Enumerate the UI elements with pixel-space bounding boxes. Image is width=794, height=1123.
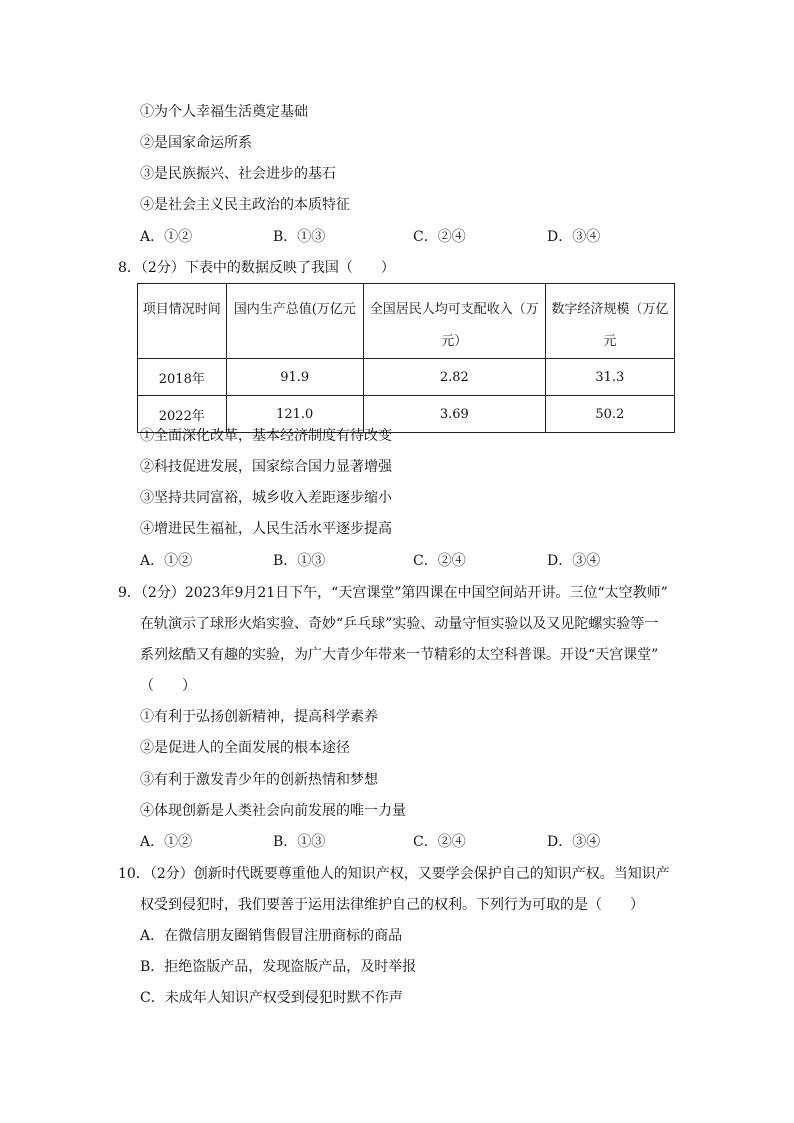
q10-stem-line-2: 权受到侵犯时，我们要善于运用法律维护自己的权利。下列行为可取的是（ ） <box>140 897 644 913</box>
q9-statement-1: ①有利于弘扬创新精神，提高科学素养 <box>140 709 378 725</box>
header-income-line2: 元） <box>441 334 468 349</box>
q8-option-d[interactable]: D．③④ <box>547 553 601 569</box>
header-digital-line1: 数字经济规模（万亿 <box>551 302 669 317</box>
q7-statement-2: ②是国家命运所系 <box>140 135 252 151</box>
q9-stem-line-4: （ ） <box>140 678 196 694</box>
q8-statement-2: ②科技促进发展，国家综合国力显著增强 <box>140 459 392 475</box>
q10-option-a[interactable]: A．在微信朋友圈销售假冒注册商标的商品 <box>140 928 403 944</box>
table-cell: 2.82 <box>363 359 545 396</box>
q9-statement-4: ④体现创新是人类社会向前发展的唯一力量 <box>140 803 406 819</box>
q9-option-d[interactable]: D．③④ <box>547 834 601 850</box>
q8-statement-4: ④增进民生福祉，人民生活水平逐步提高 <box>140 521 392 537</box>
table-cell: 50.2 <box>545 396 674 433</box>
table-header-cell <box>363 284 545 359</box>
q9-option-c[interactable]: C．②④ <box>413 834 466 850</box>
q10-option-b[interactable]: B．拒绝盗版产品，发现盗版产品，及时举报 <box>140 959 417 975</box>
q8-options <box>140 552 640 570</box>
table-cell: 2022年 <box>138 396 227 433</box>
q8-option-b[interactable]: B．①③ <box>273 553 326 569</box>
table-header-cell <box>226 284 363 359</box>
table-cell: 91.9 <box>226 359 363 396</box>
table-header-cell <box>138 284 227 359</box>
q7-statement-3: ③是民族振兴、社会进步的基石 <box>140 166 336 182</box>
table-header-cell <box>545 284 674 359</box>
q9-statement-3: ③有利于激发青少年的创新热情和梦想 <box>140 772 378 788</box>
q7-option-d[interactable]: D．③④ <box>547 229 601 245</box>
q8-statement-1: ①全面深化改革，基本经济制度有待改变 <box>140 428 392 444</box>
q8-statement-3: ③坚持共同富裕，城乡收入差距逐步缩小 <box>140 490 392 506</box>
q7-option-a[interactable]: A．①② <box>140 229 193 245</box>
q9-option-a[interactable]: A．①② <box>140 834 193 850</box>
table-cell: 3.69 <box>363 396 545 433</box>
q7-statement-1: ①为个人幸福生活奠定基础 <box>140 104 308 120</box>
header-digital-line2: 元 <box>603 334 617 349</box>
q9-stem-line-1: 9．（2分）2023年9月21日下午，“天宫课堂”第四课在中国空间站开讲。三位“太空教师” <box>118 585 668 601</box>
q10-stem-line-1: 10．（2分）创新时代既要尊重他人的知识产权，又要学会保护自己的知识产权。当知识产 <box>118 866 670 882</box>
q9-statement-2: ②是促进人的全面发展的根本途径 <box>140 740 350 756</box>
table-row <box>138 359 675 396</box>
q8-data-table <box>137 283 675 433</box>
table-header-row <box>138 284 675 359</box>
header-income-line1: 全国居民人均可支配收入（万 <box>369 302 539 317</box>
q7-options <box>140 228 640 246</box>
q7-option-b[interactable]: B．①③ <box>273 229 326 245</box>
q10-option-c[interactable]: C．未成年人知识产权受到侵犯时默不作声 <box>140 990 403 1006</box>
q9-stem-line-2: 在轨演示了球形火焰实验、奇妙“乒乓球”实验、动量守恒实验以及又见陀螺实验等一 <box>140 616 659 632</box>
table-cell: 121.0 <box>226 396 363 433</box>
q7-option-c[interactable]: C．②④ <box>413 229 466 245</box>
q9-options <box>140 833 640 851</box>
q9-stem-line-3: 系列炫酷又有趣的实验，为广大青少年带来一节精彩的太空科普课。开设“天宫课堂” <box>140 647 659 663</box>
q7-statement-4: ④是社会主义民主政治的本质特征 <box>140 197 350 213</box>
q8-option-c[interactable]: C．②④ <box>413 553 466 569</box>
table-cell: 2018年 <box>138 359 227 396</box>
q8-option-a[interactable]: A．①② <box>140 553 193 569</box>
q8-stem: 8．（2分）下表中的数据反映了我国（ ） <box>118 260 395 276</box>
header-gdp: 国内生产总值(万亿元 <box>233 302 356 317</box>
table-cell: 31.3 <box>545 359 674 396</box>
q9-option-b[interactable]: B．①③ <box>273 834 326 850</box>
header-time: 项目情况时间 <box>142 302 221 317</box>
